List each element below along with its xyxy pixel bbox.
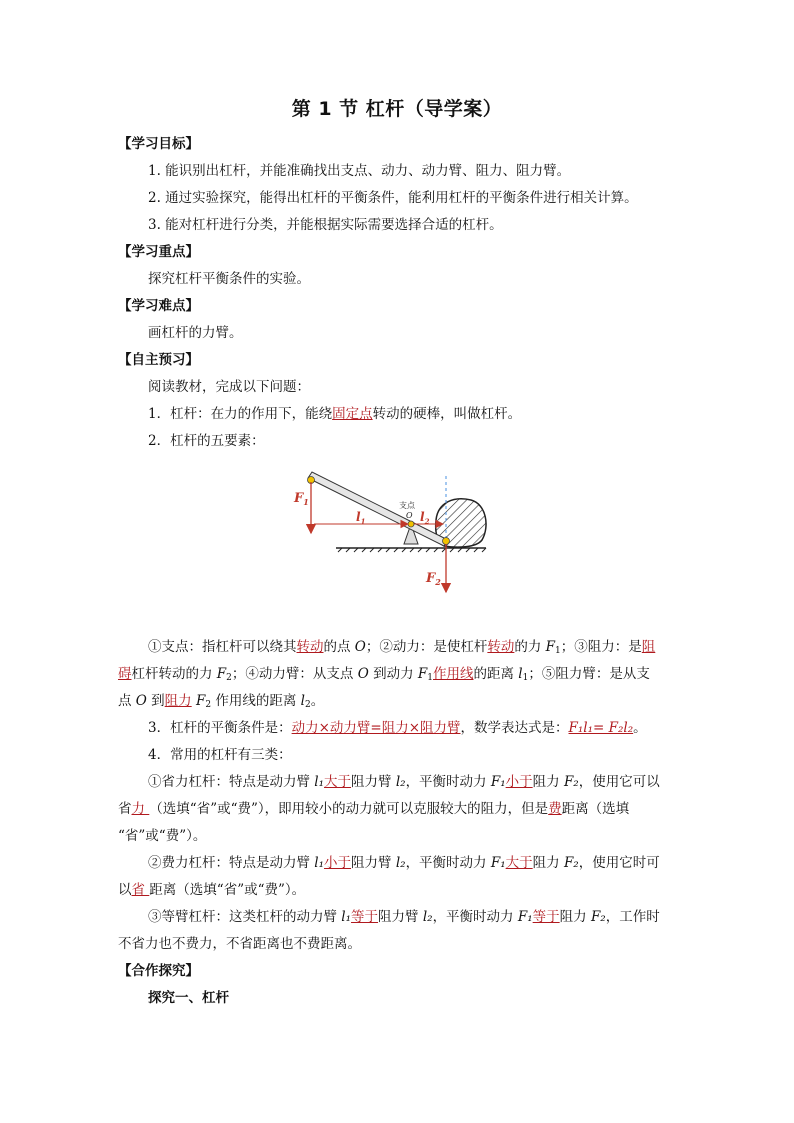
lever-diagram <box>286 468 508 596</box>
lever-end-right <box>443 538 450 545</box>
preview-intro: 阅读教材，完成以下问题： <box>148 379 310 395</box>
key-heading: 【学习重点】 <box>118 244 199 260</box>
question-3: 3．杠杆的平衡条件是：动力×动力臂=阻力×阻力臂，数学表达式是：F₁l₁= F₂l₂。 <box>148 720 647 736</box>
page-title: 第 1 节 杠杆（导学案） <box>291 98 503 120</box>
five-elements-line-1: ①支点：指杠杆可以绕其转动的点 O；②动力：是使杠杆转动的力 $F_1$；③阻力：是阻 <box>148 639 656 656</box>
goal-3: 3. 能对杠杆进行分类，并能根据实际需要选择合适的杠杆。 <box>148 217 503 233</box>
force-wasting-line-2: 以省 距离（选填“省”或“费”）。 <box>118 882 306 898</box>
force-wasting-line-1: ②费力杠杆：特点是动力臂 l₁小于阻力臂 l₂，平衡时动力 F₁大于阻力 F₂，使用它时可 <box>148 855 660 871</box>
label-fulcrum: 支点 <box>399 501 415 510</box>
goal-2: 2. 通过实验探究，能得出杠杆的平衡条件，能利用杠杆的平衡条件进行相关计算。 <box>148 190 638 206</box>
force-saving-line-3: “省”或“费”）。 <box>118 828 207 844</box>
difficulty-heading: 【学习难点】 <box>118 298 199 314</box>
coop-heading: 【合作探究】 <box>118 963 199 979</box>
coop-subheading: 探究一、杠杆 <box>148 990 229 1006</box>
goal-1: 1. 能识别出杠杆，并能准确找出支点、动力、动力臂、阻力、阻力臂。 <box>148 163 571 179</box>
answer-blank: 固定点 <box>332 406 373 422</box>
lever-pivot-point <box>408 521 414 527</box>
label-l1: $l_1$ <box>356 510 366 526</box>
label-f2: $F_2$ <box>426 571 441 587</box>
key-text: 探究杠杆平衡条件的实验。 <box>148 271 310 287</box>
force-saving-line-1: ①省力杠杆：特点是动力臂 l₁大于阻力臂 l₂，平衡时动力 F₁小于阻力 F₂，使用它可以 <box>148 774 660 790</box>
question-4: 4．常用的杠杆有三类： <box>148 747 292 763</box>
label-o: O <box>406 511 413 520</box>
force-saving-line-2: 省力 （选填“省”或“费”），即用较小的动力就可以克服较大的阻力，但是费距离（选填 <box>118 801 630 817</box>
equal-arm-line-2: 不省力也不费力，不省距离也不费距离。 <box>118 936 361 952</box>
question-1: 1．杠杆：在力的作用下，能绕固定点转动的硬棒，叫做杠杆。 <box>148 406 522 422</box>
question-2: 2．杠杆的五要素： <box>148 433 265 449</box>
difficulty-text: 画杠杆的力臂。 <box>148 325 243 341</box>
preview-heading: 【自主预习】 <box>118 352 199 368</box>
five-elements-line-2: 碍杠杆转动的力 $F_2$；④动力臂：从支点 O 到动力 $F_1$作用线的距离 $l_1$；⑤阻力臂：是从支 <box>118 666 650 683</box>
ground <box>336 548 486 552</box>
lever-bar <box>308 472 448 546</box>
five-elements-line-3: 点 O 到阻力 $F_2$ 作用线的距离 $l_2$。 <box>118 693 325 710</box>
label-l2: $l_2$ <box>420 510 430 526</box>
equal-arm-line-1: ③等臂杠杆：这类杠杆的动力臂 l₁等于阻力臂 l₂，平衡时动力 F₁等于阻力 F₂，工作时 <box>148 909 660 925</box>
label-f1: $F_1$ <box>294 491 309 507</box>
goals-heading: 【学习目标】 <box>118 136 199 152</box>
